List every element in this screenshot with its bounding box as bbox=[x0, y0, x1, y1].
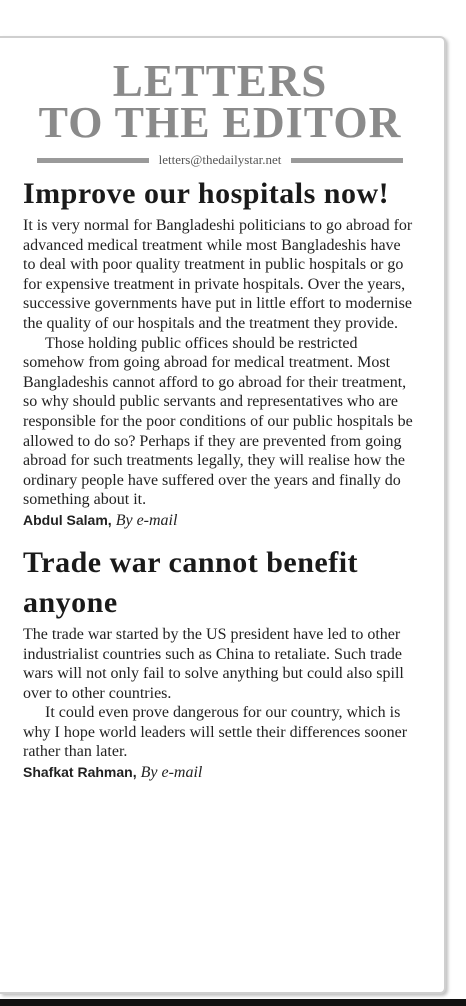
author-name: Abdul Salam, bbox=[23, 511, 112, 528]
letter-paragraph: The trade war started by the US president have led to other industrialist countries such as China to retaliate. Such trade wars will not only fail to solve anything but could also spill over to other countries. bbox=[23, 625, 404, 702]
author-name: Shafkat Rahman, bbox=[23, 764, 137, 781]
editor-email[interactable]: letters@thedailystar.net bbox=[158, 152, 282, 167]
letter-1 bbox=[23, 174, 417, 531]
letter-paragraph: It could even prove dangerous for our country, which is why I hope world leaders will settle their differences sooner rather than later. bbox=[23, 704, 408, 761]
letter-2 bbox=[23, 543, 417, 783]
letter-headline: Trade war cannot benefit anyone bbox=[23, 545, 359, 619]
masthead-line1: LETTERS bbox=[112, 56, 328, 106]
masthead bbox=[23, 56, 417, 147]
letter-signature bbox=[23, 510, 417, 531]
masthead-line2: TO THE EDITOR bbox=[38, 98, 402, 147]
letter-signature bbox=[23, 762, 417, 783]
letter-paragraph: Those holding public offices should be restricted somehow from going abroad for medical treatment. Most Bangladeshis cannot afford to go abroad for their treatment, so why should public servants and representatives who are responsible for the poor conditions of our public hospitals be allowed to do so? Perhaps if they are prevented from going abroad for such treatments legally, they will realise how the ordinary people have suffered over the years and finally do something about it. bbox=[23, 334, 413, 509]
bottom-border bbox=[0, 999, 466, 1006]
letters-content bbox=[23, 56, 417, 795]
email-row bbox=[23, 152, 417, 168]
author-via: By e-mail bbox=[140, 764, 203, 782]
letter-headline: Improve our hospitals now! bbox=[23, 177, 390, 210]
letter-paragraph: It is very normal for Bangladeshi politicians to go abroad for advanced medical treatment while most Bangladeshis have to deal with poor quality treatment in public hospitals or go for expensive treatment in private hospitals. Over the years, successive governments have put in little effort to modernise the quality of our hospitals and the treatment they provide. bbox=[23, 217, 413, 332]
divider-left bbox=[37, 158, 149, 163]
author-via: By e-mail bbox=[115, 511, 178, 529]
divider-right bbox=[291, 158, 403, 163]
